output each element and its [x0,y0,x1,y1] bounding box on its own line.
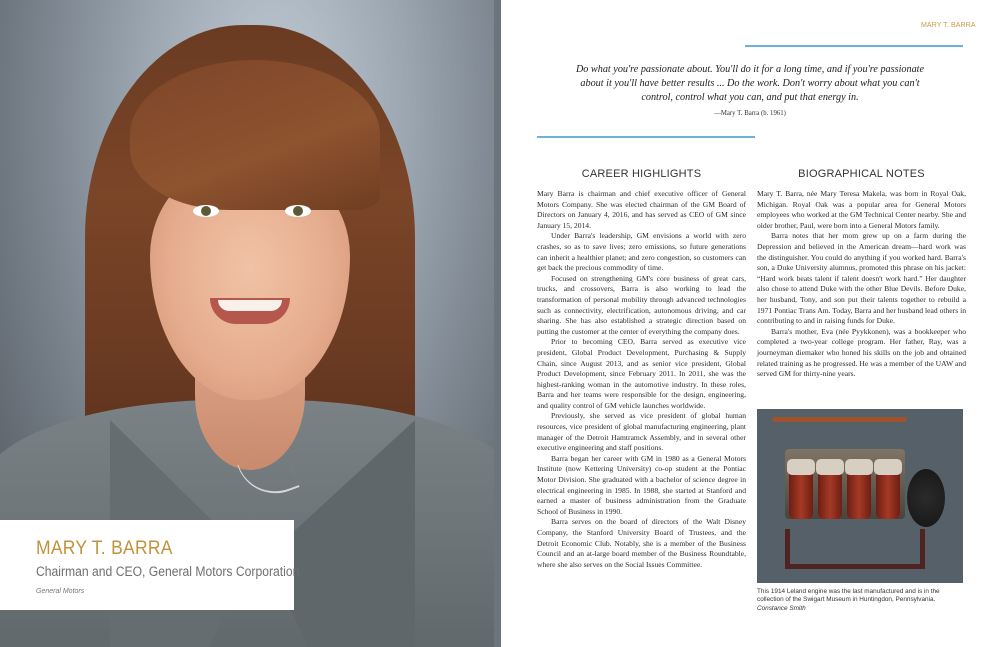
portrait-bangs [130,60,380,210]
engine-cylinder [876,469,900,519]
paragraph: Under Barra's leadership, GM envisions a world with zero crashes, so as to save lives; zero emissions, so future generations can inherit a healthier planet; and zero congestion, so customers can get back the precious commodity of time. [537,231,746,273]
portrait-eye-right [285,205,311,217]
engine-cylinder [847,469,871,519]
paragraph: Focused on strengthening GM's core business of great cars, trucks, and crossovers, Barra is also working to lead the transformation of personal mobility through advanced technologies such as connectivity, electrification, autonomous driving, and car sharing. She has also established a strategic direction based on putting the customer at the center of everything the company does. [537,273,746,336]
paragraph: Mary Barra is chairman and chief executive officer of General Motors Company. She was elected chairman of the GM Board of Directors on January 4, 2016, and has served as CEO of GM since January 15, 2014. [537,189,746,230]
paragraph: Barra serves on the board of directors of the Walt Disney Company, the Stanford University Board of Trustees, and the Detroit Economic Club. Notably, she is a member of the Business Council and an at-large board member of the Business Roundtable, where she also serves on the Social Issues Committee. [537,517,746,569]
career-highlights-heading: CAREER HIGHLIGHTS [581,168,702,180]
paragraph: Barra's mother, Eva (née Pyykkonen), was a bookkeeper who completed a two-year college program. Her father, Ray, was a journeyman diemaker who honed his skills on the job and obtained related training as he progressed. He was a member of the UAW and served GM for thirty-nine years. [757,326,966,379]
person-title: Chairman and CEO, General Motors Corporation [36,564,300,579]
figure-caption [757,588,967,613]
biographical-notes-heading: BIOGRAPHICAL NOTES [798,168,925,180]
engine-block [785,449,905,519]
paragraph: Previously, she served as vice president of global human resources, vice president of global manufacturing engineering, plant manager of the Detroit Hamtramck Assembly, and in several other executive engineering and staff positions. [537,411,746,453]
photo-credit: General Motors [36,588,85,595]
engine-flywheel [907,469,945,527]
engine-pipe [772,417,907,422]
biographical-notes-column [757,168,966,380]
portrait-eye-left [193,205,219,217]
running-head: MARY T. BARRA [921,22,976,29]
top-rule [745,45,963,47]
paragraph: Barra notes that her mom grew up on a farm during the Depression and believed in the American dream—hard work was the distinguisher. You could do anything if you worked hard. Barra's son, a Duke University alumnus, promoted this phrase on his jacket: “Hard work beats talent if talent doesn't work hard.” Her daughter also chose to attend Duke with the other Blue Devils. Before Duke, her husband, Tony, and son put their talents together to rebuild a 1971 Pontiac Trans Am. Today, Barra and her husband lead others in contributing to and in raising funds for Duke. [757,231,966,326]
person-name: MARY T. BARRA [36,538,173,559]
paragraph: Barra began her career with GM in 1980 as a General Motors Institute (now Kettering University) co-op student at the Pontiac Motor Division. She graduated with a bachelor of science degree in electrical engineering in 1985. In 1988, she started at Stanford and earned a master of business administration from the Graduate School of Business in 1990. [537,453,746,516]
caption-credit: Constance Smith [757,604,806,612]
engine-stand [785,529,925,569]
paragraph: Prior to becoming CEO, Barra served as executive vice president, Global Product Development, Purchasing & Supply Chain, since August 2013, and as senior vice president, Global Product Development, since February 2011. In 2011, she was the highest-ranking woman in the automotive industry. In these roles, Barra and her teams were responsible for the design, engineering, and quality control of GM vehicle launches worldwide. [537,337,746,410]
engine-cylinder [789,469,813,519]
paragraph: Mary T. Barra, née Mary Teresa Makela, was born in Royal Oak, Michigan. Royal Oak was a popular area for General Motors employees who worked at the GM Technical Center nearby. She and older brother, Paul, were born into a General Motors family. [757,189,966,230]
quote-attribution: —Mary T. Barra (b. 1961) [714,110,786,117]
career-highlights-column [537,168,746,570]
name-card [0,520,300,610]
page-gutter [494,0,501,647]
caption-text: This 1914 Leland engine was the last manufactured and is in the collection of the Swigart Museum in Huntingdon, Pennsylvania. [757,588,940,604]
pull-quote: Do what you're passionate about. You'll do it for a long time, and if you're passionate about it you'll have better results ... Do the work. Don't worry about what you can't control, control what you can, and put that energy in. [575,64,925,104]
quote-rule [537,136,755,138]
engine-cylinder [818,469,842,519]
engine-photo [757,409,963,583]
